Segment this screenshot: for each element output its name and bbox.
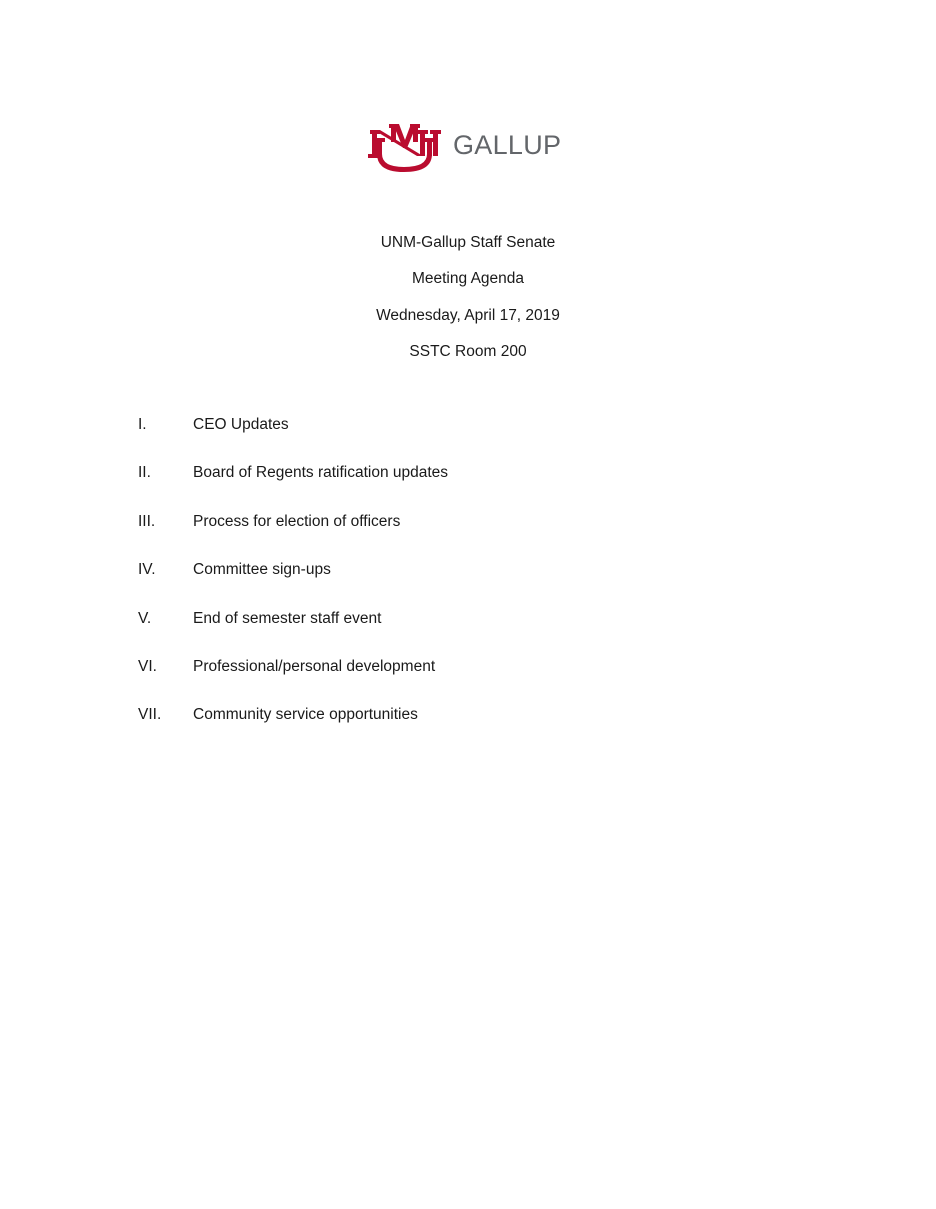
unm-gallup-logo xyxy=(367,122,567,174)
logo-wordmark: GALLUP xyxy=(453,130,562,160)
agenda-item xyxy=(138,656,738,704)
agenda-item-number: VII. xyxy=(138,706,162,724)
unm-logo-icon xyxy=(367,122,443,174)
agenda-list xyxy=(138,414,738,753)
agenda-item-number: IV. xyxy=(138,561,156,579)
agenda-item xyxy=(138,559,738,607)
agenda-item xyxy=(138,462,738,510)
agenda-item-text: Board of Regents ratification updates xyxy=(193,464,449,482)
agenda-item-text: Committee sign-ups xyxy=(193,561,331,579)
agenda-item xyxy=(138,704,738,752)
agenda-item xyxy=(138,608,738,656)
document-title: Meeting Agenda xyxy=(411,270,525,287)
meeting-location: SSTC Room 200 xyxy=(409,343,527,360)
agenda-item-text: Process for election of officers xyxy=(193,512,401,530)
agenda-item-text: CEO Updates xyxy=(193,416,289,433)
agenda-item-number: V. xyxy=(138,609,152,627)
agenda-item-number: I. xyxy=(138,416,147,433)
agenda-item-number: III. xyxy=(138,512,156,530)
agenda-item-text: Professional/personal development xyxy=(193,657,436,675)
agenda-item-number: II. xyxy=(138,464,151,482)
agenda-item-text: End of semester staff event xyxy=(193,609,382,627)
agenda-item-text: Community service opportunities xyxy=(193,706,418,724)
meeting-date: Wednesday, April 17, 2019 xyxy=(376,307,560,324)
agenda-item-number: VI. xyxy=(138,657,157,675)
organization-name: UNM-Gallup Staff Senate xyxy=(380,234,556,251)
agenda-item xyxy=(138,511,738,559)
agenda-item xyxy=(138,414,738,462)
